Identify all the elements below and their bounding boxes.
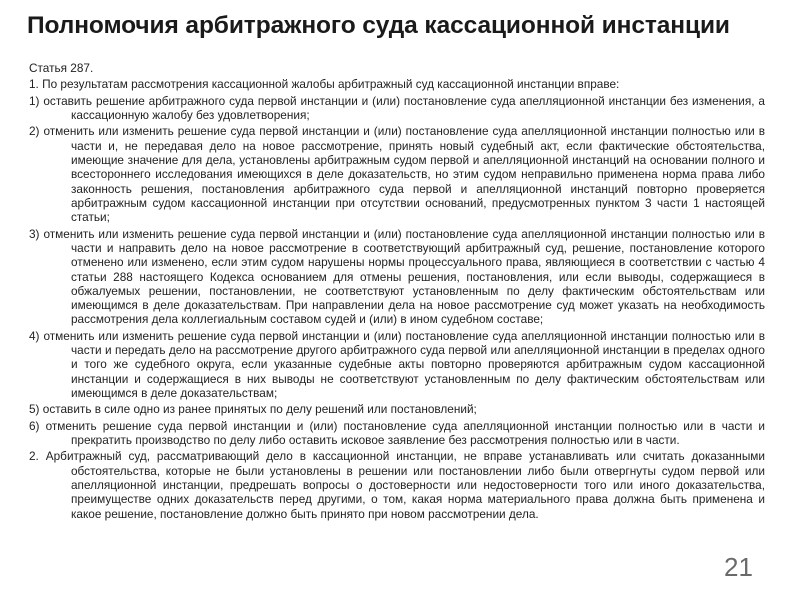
list-item-1: 1) оставить решение арбитражного суда первой инстанции и (или) постановление суда апелляционной инстанции без изменения, а кассационную жалобу без удовлетворения;: [29, 93, 765, 123]
paragraph-part-2: 2. Арбитражный суд, рассматривающий дело в кассационной инстанции, не вправе устанавливать или считать доказанными обстоятельства, которые не были установлены в решении или постановлении либо были отвергнуты судом первой или апелляционной инстанции, предрешать вопросы о достоверности или недостоверности того или иного доказательства, преимуществе одних доказательств перед другими, о том, какая норма материального права должна быть применена и какое решение, постановление должно быть принято при новом рассмотрении дела.: [29, 449, 765, 521]
list-item-4: 4) отменить или изменить решение суда первой инстанции и (или) постановление суда апелляционной инстанции полностью или в части и передать дело на рассмотрение другого арбитражного суда первой или апелляционной инстанции в пределах одного и того же судебного округа, если указанные судебные акты повторно проверяются арбитражным судом кассационной инстанции и содержащиеся в них выводы не соответствуют установленным по делу фактическим обстоятельствам или имеющимся в деле доказательствам;: [29, 328, 765, 400]
paragraph-part-1: 1. По результатам рассмотрения кассационной жалобы арбитражный суд кассационной инстанции вправе:: [29, 77, 620, 92]
article-heading: Статья 287.: [29, 61, 94, 75]
page-number: 21: [724, 552, 753, 582]
list-item-5: 5) оставить в силе одно из ранее принятых по делу решений или постановлений;: [29, 402, 477, 417]
list-item-6: 6) отменить решение суда первой инстанции и (или) постановление суда апелляционной инстанции полностью или в части и прекратить производство по делу либо оставить исковое заявление без рассмотрения полностью или в части.: [29, 418, 765, 448]
slide-title: Полномочия арбитражного суда кассационной инстанции: [27, 12, 730, 39]
list-item-3: 3) отменить или изменить решение суда первой инстанции и (или) постановление суда апелляционной инстанции полностью или в части и направить дело на новое рассмотрение в соответствующий арбитражный суд, решение, постановление которого отменено или изменено, если этим судом нарушены нормы процессуального права, являющиеся в соответствии с частью 4 статьи 288 настоящего Кодекса основанием для отмены решения, постановления, или если выводы, содержащиеся в обжалуемых решении, постановлении, не соответствуют установленным по делу фактическим обстоятельствам или имеющимся в деле доказательствам. При направлении дела на новое рассмотрение суд может указать на необходимость рассмотрения дела коллегиальным составом судей и (или) в ином судебном составе;: [29, 226, 765, 327]
slide-body: [29, 61, 765, 523]
list-item-2: 2) отменить или изменить решение суда первой инстанции и (или) постановление суда апелляционной инстанции полностью или в части и, не передавая дело на новое рассмотрение, принять новый судебный акт, если фактические обстоятельства, имеющие значение для дела, установлены арбитражным судом первой и апелляционной инстанций на основании полного и всестороннего исследования имеющихся в деле доказательств, но этим судом неправильно применена норма права либо законность решения, постановления арбитражного суда первой и апелляционной инстанций повторно проверяется арбитражным судом кассационной инстанции при отсутствии оснований, предусмотренных пунктом 3 части 1 настоящей статьи;: [29, 124, 765, 225]
